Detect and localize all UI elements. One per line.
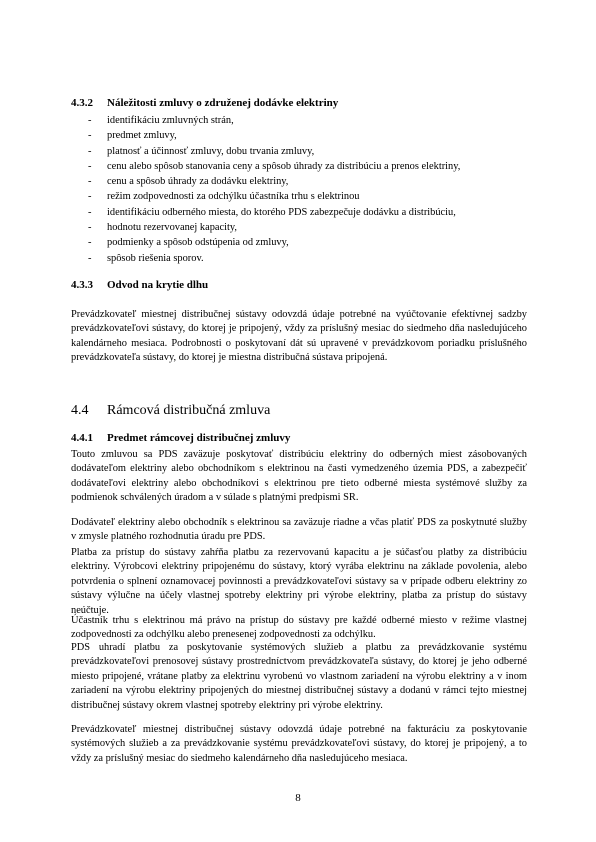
list-item: - identifikáciu odberného miesta, do ktorého PDS zabezpečuje dodávku a distribúciu, <box>88 206 456 218</box>
section-heading-4-3-2 <box>71 97 338 110</box>
requirements-list <box>88 113 460 266</box>
list-item: - platnosť a účinnosť zmluvy, dobu trvania zmluvy, <box>88 145 315 157</box>
section-heading-4-3-3 <box>71 279 208 292</box>
page-number: 8 <box>295 792 301 804</box>
paragraph: Prevádzkovateľ miestnej distribučnej sústavy odovzdá údaje potrebné na vyúčtovanie efektívnej sadzby prevádzkovateľovi sústavy, do ktorej je pripojený, vždy za príslušný mesiac do siedmeho dňa nasledujúceho kalendárneho mesiaca. Podrobnosti o poskytovaní dát sú upravené v prevádzkovom poriadku príslušného prevádzkovateľa sústavy, do ktorej je miestna distribučná sústava pripojená. <box>71 309 527 364</box>
section-heading-4-4-1 <box>71 432 290 445</box>
section-title: Náležitosti zmluvy o združenej dodávke elektriny <box>107 97 339 109</box>
paragraph: Platba za prístup do sústavy zahŕňa platbu za rezervovanú kapacitu a je súčasťou platby za distribúciu elektriny. Výrobcovi elektriny pripojenému do sústavy, ktorý vyrába elektrinu na základe povolenia, alebo potvrdenia o splnení oznamovacej povinnosti a prevádzkovateľovi sústavy sa v prípade odberu elektriny zo sústavy výlučne na účely vlastnej spotreby elektriny pri výrobe elektriny, platba za prístup do sústavy neúčtuje. <box>71 547 527 616</box>
list-item: - podmienky a spôsob odstúpenia od zmluvy, <box>88 237 289 249</box>
section-title: Odvod na krytie dlhu <box>107 279 209 291</box>
section-number: 4.3.3 <box>71 279 93 291</box>
list-item: - režim zodpovednosti za odchýlku účastníka trhu s elektrinou <box>88 191 360 203</box>
paragraph: Prevádzkovateľ miestnej distribučnej sústavy odovzdá údaje potrebné na fakturáciu za poskytovanie systémových služieb a za prevádzkovanie systému prevádzkovateľovi sústavy, do ktorej je pripojený, a to vždy za príslušný mesiac do siedmeho kalendárneho dňa nasledujúceho mesiaca. <box>71 724 527 764</box>
paragraph: Dodávateľ elektriny alebo obchodník s elektrinou sa zaväzuje riadne a včas platiť PDS za poskytnuté služby v zmysle platného rozhodnutia úradu pre PDS. <box>71 517 527 543</box>
paragraph: Touto zmluvou sa PDS zaväzuje poskytovať distribúciu elektriny do odberných miest zásobovaných dodávateľom elektriny alebo obchodníkom s elektrinou na časti vymedzeného územia PDS, a zabezpečiť dodávateľovi elektriny alebo obchodníkovi s elektrinou pre tieto odberné miesta systémové služby za podmienok schválených úradom a v súlade s platnými predpismi SR. <box>71 449 527 504</box>
list-item: - identifikáciu zmluvných strán, <box>88 115 234 126</box>
list-item: - spôsob riešenia sporov. <box>88 252 204 264</box>
section-title: Predmet rámcovej distribučnej zmluvy <box>107 432 291 444</box>
section-number: 4.4.1 <box>71 432 93 444</box>
section-number: 4.4 <box>71 403 89 418</box>
list-item: - cenu a spôsob úhrady za dodávku elektriny, <box>88 176 289 188</box>
section-number: 4.3.2 <box>71 97 93 109</box>
section-heading-4-4 <box>71 403 270 419</box>
section-title: Rámcová distribučná zmluva <box>107 403 271 418</box>
list-item: - cenu alebo spôsob stanovania ceny a spôsob úhrady za distribúciu a prenos elektriny, <box>88 160 461 172</box>
paragraph: Účastník trhu s elektrinou má právo na prístup do sústavy pre každé odberné miesto v režime vlastnej zodpovednosti za odchýlku alebo prenesenej zodpovednosti za odchýlku. <box>71 615 527 641</box>
paragraph: PDS uhradí platbu za poskytovanie systémových služieb a platbu za prevádzkovanie systému prevádzkovateľovi prenosovej sústavy prostredníctvom prevádzkovateľa sústavy, do ktorej je jeho odberné miesto pripojené, vrátane platby za elektrinu vyrobenú vo vlastnom zariadení na výrobu elektriny a v inom zariadení na výrobu elektriny pripojených do miestnej distribučnej sústavy a dodanú v rámci tejto miestnej distribučnej sústavy okrem vlastnej spotreby elektriny pri výrobe elektriny. <box>71 642 527 711</box>
list-item: - predmet zmluvy, <box>88 130 177 142</box>
list-item: - hodnotu rezervovanej kapacity, <box>88 222 238 234</box>
